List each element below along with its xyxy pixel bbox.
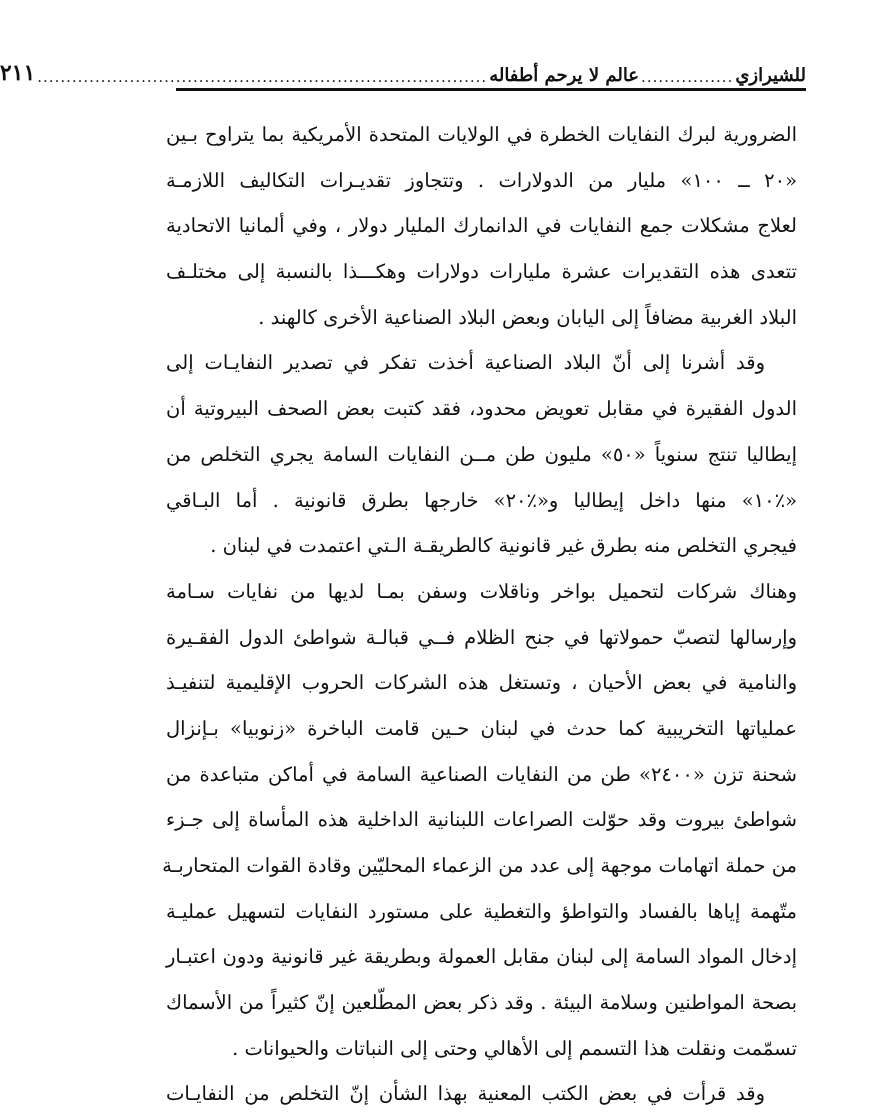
text-line: البلاد الغربية مضافاً إلى اليابان وبعض البلاد الصناعية الأخرى كالهند .: [258, 305, 797, 329]
body-text: [162, 112, 797, 1117]
text-line: من حملة اتهامات موجهة إلى عدد من الزعماء المحليّين وقادة القوات المتحاربـة: [162, 854, 797, 877]
text-line: إيطاليا تنتج سنوياً «٥٠» مليون طن مــن النفايات السامة يجري التخلص من: [166, 442, 797, 466]
text-line: وقد قرأت في بعض الكتب المعنية بهذا الشأن إنّ التخلص من النفايـات: [166, 1082, 765, 1106]
text-line: وإرسالها لتصبّ حمولاتها في جنح الظلام فــي قبالـة شواطئ الدول الفقـيرة: [166, 625, 797, 649]
text-line: عملياتها التخريبية كما حدث في لبنان حـين قامت الباخرة «زنوبيا» بـإنزال: [166, 716, 797, 740]
header-leader-dots: ..............................................................................: [37, 68, 488, 86]
header-leader-dots: ................: [641, 68, 734, 86]
header-author: للشيرازي: [735, 65, 806, 86]
text-line: وقد أشرنا إلى أنّ البلاد الصناعية أخذت تفكر في تصدير النفايـات إلى: [166, 351, 765, 375]
text-line: وهناك شركات لتحميل بواخر وناقلات وسفن بمـا لديها من نفايات سـامة: [166, 579, 797, 603]
text-line: لعلاج مشكلات جمع النفايات في الدانمارك المليار دولار ، وفي ألمانيا الاتحادية: [166, 214, 797, 238]
header-divider: [176, 88, 806, 91]
page-number: ٢١١: [0, 60, 36, 86]
running-header: [0, 52, 806, 86]
text-line: والنامية في بعض الأحيان ، وتستغل هذه الشركات الحروب الإقليمية لتنفيـذ: [166, 671, 797, 695]
text-line: الضرورية لبرك النفايات الخطرة في الولايات المتحدة الأمريكية بما يتراوح بـين: [166, 123, 797, 146]
text-line: بصحة المواطنين وسلامة البيئة . وقد ذكر بعض المطّلعين إنّ كثيراً من الأسماك: [166, 991, 797, 1015]
text-line: شحنة تزن «٢٤٠٠» طن من النفايات الصناعية السامة في أماكن متباعدة من: [166, 762, 797, 786]
text-line: شواطئ بيروت وقد حوّلت الصراعات اللبنانية الداخلية هذه المأساة إلى جـزء: [166, 808, 797, 832]
text-line: إدخال المواد السامة إلى لبنان مقابل العمولة وبطريقة غير قانونية ودون اعتبـار: [166, 945, 797, 969]
text-line: «٢٠ ــ ١٠٠» مليار من الدولارات . وتتجاوز تقديـرات التكاليف اللازمـة: [166, 168, 797, 192]
text-line: متّهمة إياها بالفساد والتواطؤ والتغطية على مستورد النفايات لتسهيل عمليـة: [166, 899, 797, 923]
text-line: الدول الفقيرة في مقابل تعويض محدود، فقد كتبت بعض الصحف البيروتية أن: [166, 397, 797, 421]
text-line: فيجري التخلص منه بطرق غير قانونية كالطريقـة الـتي اعتمدت في لبنان .: [210, 534, 797, 558]
text-line: تتعدى هذه التقديرات عشرة مليارات دولارات وهكـــذا بالنسبة إلى مختلـف: [166, 260, 797, 284]
text-line: تسمّمت ونقلت هذا التسمم إلى الأهالي وحتى إلى النباتات والحيوانات .: [232, 1036, 797, 1060]
header-title: عالم لا يرحم أطفاله: [489, 65, 640, 86]
text-line: «٪١٠» منها داخل إيطاليا و«٪٢٠» خارجها بطرق قانونية . أما البـاقي: [166, 488, 797, 512]
